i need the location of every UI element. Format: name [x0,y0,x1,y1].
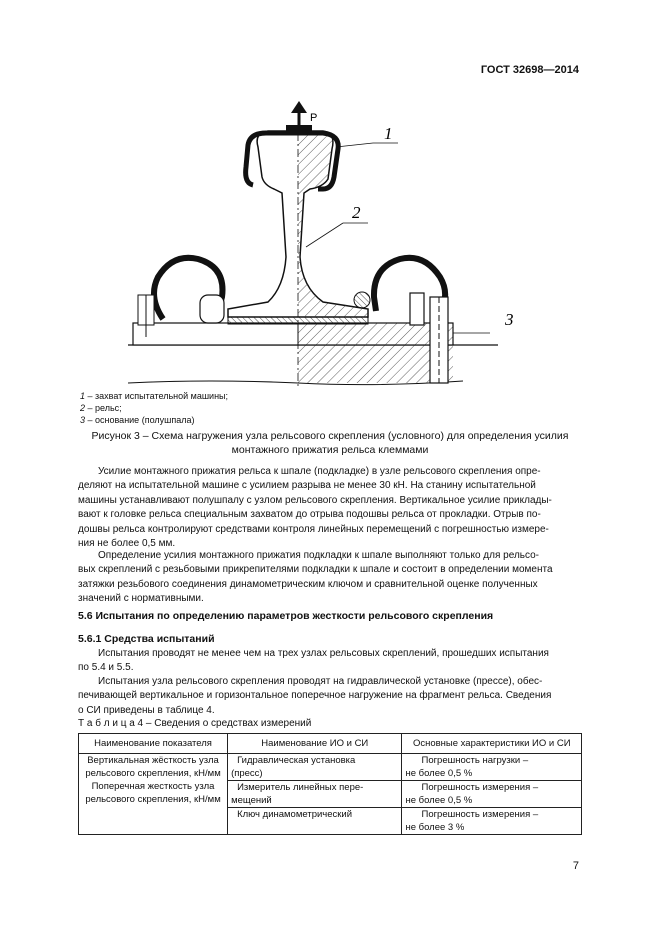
table-cell-indicator: Вертикальная жёсткость узла рельсового скрепления, кН/мм Поперечная жесткость узла рельсового скрепления, кН/мм [79,754,228,835]
paragraph: Определение усилия монтажного прижатия подкладки к шпале выполняют только для рельсо- вых скреплений с резьбовыми прикрепителями подкладки к шпале и состоит в определении момента затяжки резьбового соединения динамометрическим ключом и сравнительной оценке полученных значений с нормативными. [78,550,553,605]
legend-item: 3 – основание (полушпала) [80,414,195,425]
table-cell: Погрешность нагрузки – не более 0,5 % [402,754,582,781]
grip-clamp [286,125,312,133]
table-header-row [79,734,582,754]
rail-fastening-figure [118,97,524,387]
table-title: Т а б л и ц а 4 – Сведения о средствах измерений [78,718,312,729]
legend-item: 2 – рельс; [80,402,122,413]
table-header: Наименование ИО и СИ [228,734,402,754]
table-row [79,754,582,781]
legend-item: 1 – захват испытательной машины; [80,391,229,401]
force-label: P [310,112,318,124]
paragraph: Испытания проводят не менее чем на трех узлах рельсовых скреплений, прошедших испытания по 5.4 и 5.5. [78,648,549,674]
figure-legend [80,391,228,426]
table-header: Основные характеристики ИО и СИ [402,734,582,754]
table-header: Наименование показателя [79,734,228,754]
callout-1: 1 [384,124,393,143]
table-cell: Гидравлическая установка (пресс) [228,754,402,781]
subsection-heading: 5.6.1 Средства испытаний [78,633,215,645]
clip-toe [354,292,370,308]
section-heading: 5.6 Испытания по определению параметров жесткости рельсового скрепления [78,610,494,622]
table-cell: Погрешность измерения – не более 0,5 % [402,781,582,808]
document-code: ГОСТ 32698—2014 [480,64,579,76]
callout-3: 3 [505,310,514,329]
figure-caption: Рисунок 3 – Схема нагружения узла рельсового скрепления (условного) для определения усилия монтажного прижатия рельса клеммами [91,430,569,456]
paragraph: Испытания узла рельсового скрепления проводят на гидравлической установке (прессе), обес- печивающей вертикальное и горизонтальное поперечное нагружение на фрагмент рельса. Сведения о СИ приведены в таблице 4. [78,676,552,716]
table-cell: Ключ динамометрический [228,808,402,835]
paragraph: Усилие монтажного прижатия рельса к шпале (подкладке) в узле рельсового скрепления опре- деляют на испытательной машине с усилием разрыва не менее 30 кН. На станину испытательной машины устанавливают полушпалу с узлом рельсового скрепления. Вертикальное усилие приклады- вают к головке рельса специальным захватом до отрыва подошвы рельса от прокладки. Отрыв по- дошвы рельса контролируют средствами контроля линейных перемещений с погрешностью измере- ния не более 0,5 мм. [78,466,552,550]
callout-2: 2 [352,203,361,222]
table-cell: Измеритель линейных пере- мещений [228,781,402,808]
measurement-table [78,733,582,835]
page-number: 7 [572,860,579,872]
table-cell: Погрешность измерения – не более 3 % [402,808,582,835]
